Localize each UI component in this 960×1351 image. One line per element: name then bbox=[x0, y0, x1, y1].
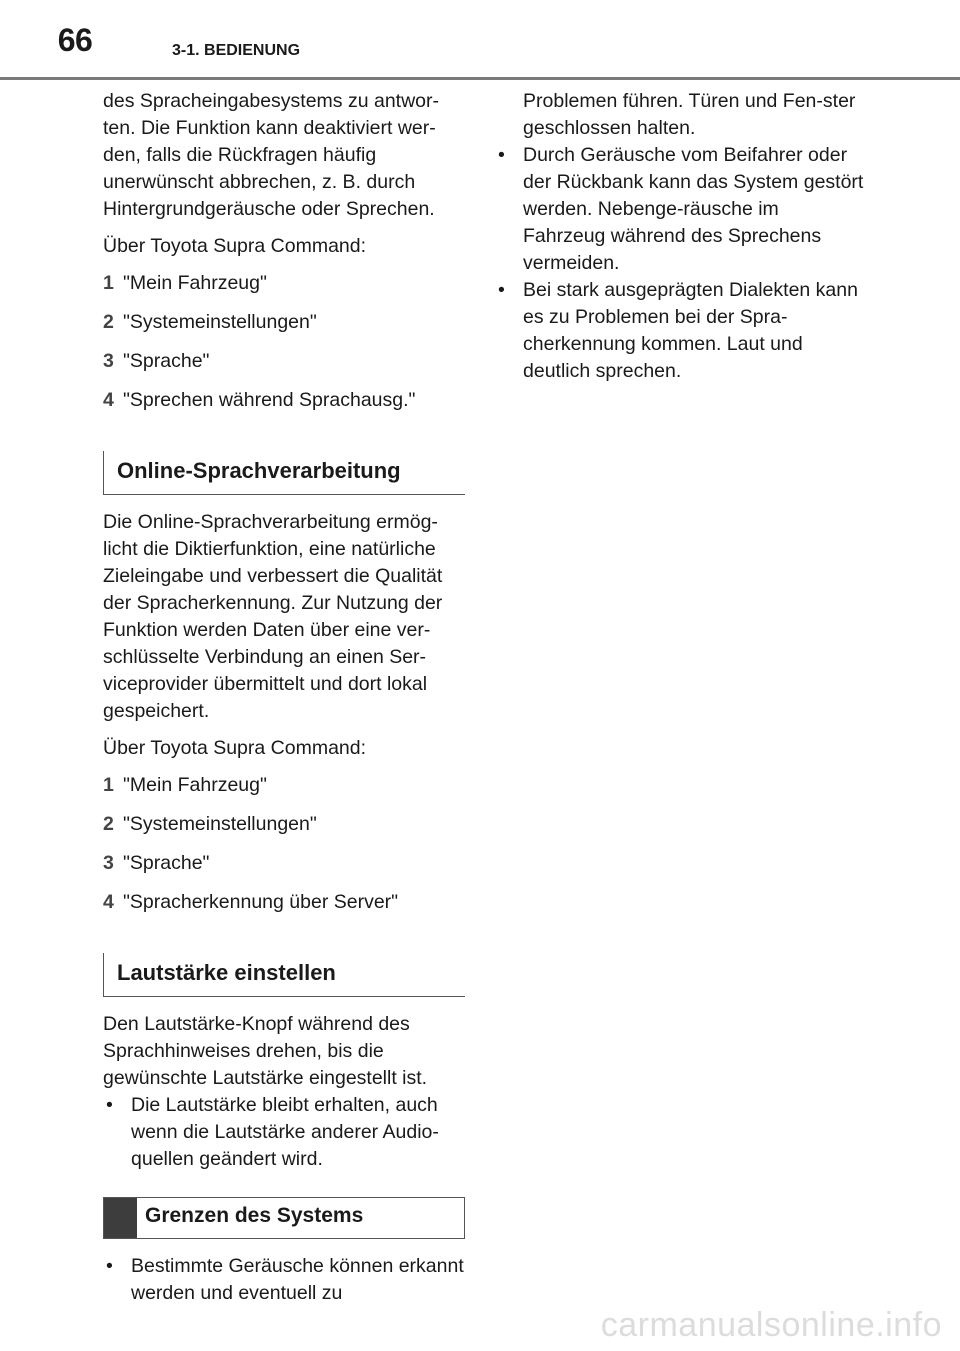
step-item bbox=[103, 270, 465, 309]
continuation-text: Problemen führen. Türen und Fen-ster geschlossen halten. bbox=[523, 90, 856, 139]
watermark: carmanualsonline.info bbox=[600, 1306, 942, 1344]
step-text: "Sprache" bbox=[123, 350, 210, 372]
volume-paragraph: Den Lautstärke-Knopf während des Sprachhinweises drehen, bis die gewünschte Lautstärke eingestellt ist. bbox=[103, 1013, 428, 1089]
step-text: "Mein Fahrzeug" bbox=[123, 272, 267, 294]
step-number: 3 bbox=[103, 852, 114, 874]
bullet-item bbox=[103, 1253, 465, 1307]
step-text: "Spracherkennung über Server" bbox=[123, 891, 399, 913]
bullet-mark: • bbox=[498, 279, 505, 301]
bullet-text: Die Lautstärke bleibt erhalten, auch wenn die Lautstärke anderer Audio-quellen geändert wird. bbox=[131, 1094, 439, 1170]
step-text: "Mein Fahrzeug" bbox=[123, 774, 267, 796]
bullet-mark: • bbox=[106, 1094, 113, 1116]
volume-bullets bbox=[103, 1092, 465, 1173]
step-item bbox=[103, 772, 465, 811]
step-number: 2 bbox=[103, 813, 114, 835]
section-heading-volume: Lautstärke einstellen bbox=[103, 953, 465, 997]
page-header bbox=[0, 0, 960, 80]
step-item bbox=[103, 348, 465, 387]
bullet-item bbox=[103, 1092, 465, 1173]
intro-paragraph: des Spracheingabesystems zu antwor-ten. Die Funktion kann deaktiviert wer-den, falls die Rückfragen häufig unerwünscht abbrechen, z. B. durch Hintergrundgeräusche oder Sprechen. bbox=[103, 90, 440, 220]
step-item bbox=[103, 309, 465, 348]
step-number: 1 bbox=[103, 774, 114, 796]
step-number: 3 bbox=[103, 350, 114, 372]
right-column bbox=[495, 88, 865, 385]
command-path-label: Über Toyota Supra Command: bbox=[103, 737, 367, 759]
page-number: 66 bbox=[57, 22, 93, 58]
step-item bbox=[103, 811, 465, 850]
step-item bbox=[103, 850, 465, 889]
bullet-item bbox=[495, 142, 865, 277]
bullet-item bbox=[495, 277, 865, 385]
online-paragraph: Die Online-Sprachverarbeitung ermög-licht die Diktierfunktion, eine natürliche Zieleingabe und verbessert die Qualität der Spracherkennung. Zur Nutzung der Funktion werden Daten über eine ver-schlüsselte Verbindung an einen Ser-viceprovider übermittelt und dort lokal gespeichert. bbox=[103, 511, 443, 722]
step-text: "Sprechen während Sprachausg." bbox=[123, 389, 416, 411]
right-bullets bbox=[495, 142, 865, 385]
step-number: 4 bbox=[103, 389, 114, 411]
left-column bbox=[103, 88, 465, 1307]
step-number: 4 bbox=[103, 891, 114, 913]
header-rule bbox=[0, 77, 960, 80]
notice-box bbox=[103, 1197, 465, 1239]
step-text: "Systemeinstellungen" bbox=[123, 311, 317, 333]
step-item bbox=[103, 889, 465, 928]
bullet-mark: • bbox=[498, 144, 505, 166]
bullet-text: Bei stark ausgeprägten Dialekten kann es zu Problemen bei der Spra-cherkennung kommen. Laut und deutlich sprechen. bbox=[523, 279, 858, 382]
bullet-mark: • bbox=[106, 1255, 113, 1277]
bullet-text: Bestimmte Geräusche können erkannt werden und eventuell zu bbox=[131, 1255, 464, 1304]
section-heading-online: Online-Sprachverarbeitung bbox=[103, 451, 465, 495]
limits-bullets bbox=[103, 1253, 465, 1307]
bullet-text: Durch Geräusche vom Beifahrer oder der Rückbank kann das System gestört werden. Nebenge-räusche im Fahrzeug während des Sprechens vermeiden. bbox=[523, 144, 864, 274]
step-item bbox=[103, 387, 465, 426]
chapter-title: 3-1. BEDIENUNG bbox=[172, 42, 301, 59]
steps-list bbox=[103, 772, 465, 928]
command-path-label: Über Toyota Supra Command: bbox=[103, 235, 367, 257]
step-number: 2 bbox=[103, 311, 114, 333]
step-text: "Sprache" bbox=[123, 852, 210, 874]
notice-title: Grenzen des Systems bbox=[145, 1204, 364, 1227]
steps-list bbox=[103, 270, 465, 426]
step-number: 1 bbox=[103, 272, 114, 294]
notice-bar bbox=[104, 1198, 137, 1238]
step-text: "Systemeinstellungen" bbox=[123, 813, 317, 835]
